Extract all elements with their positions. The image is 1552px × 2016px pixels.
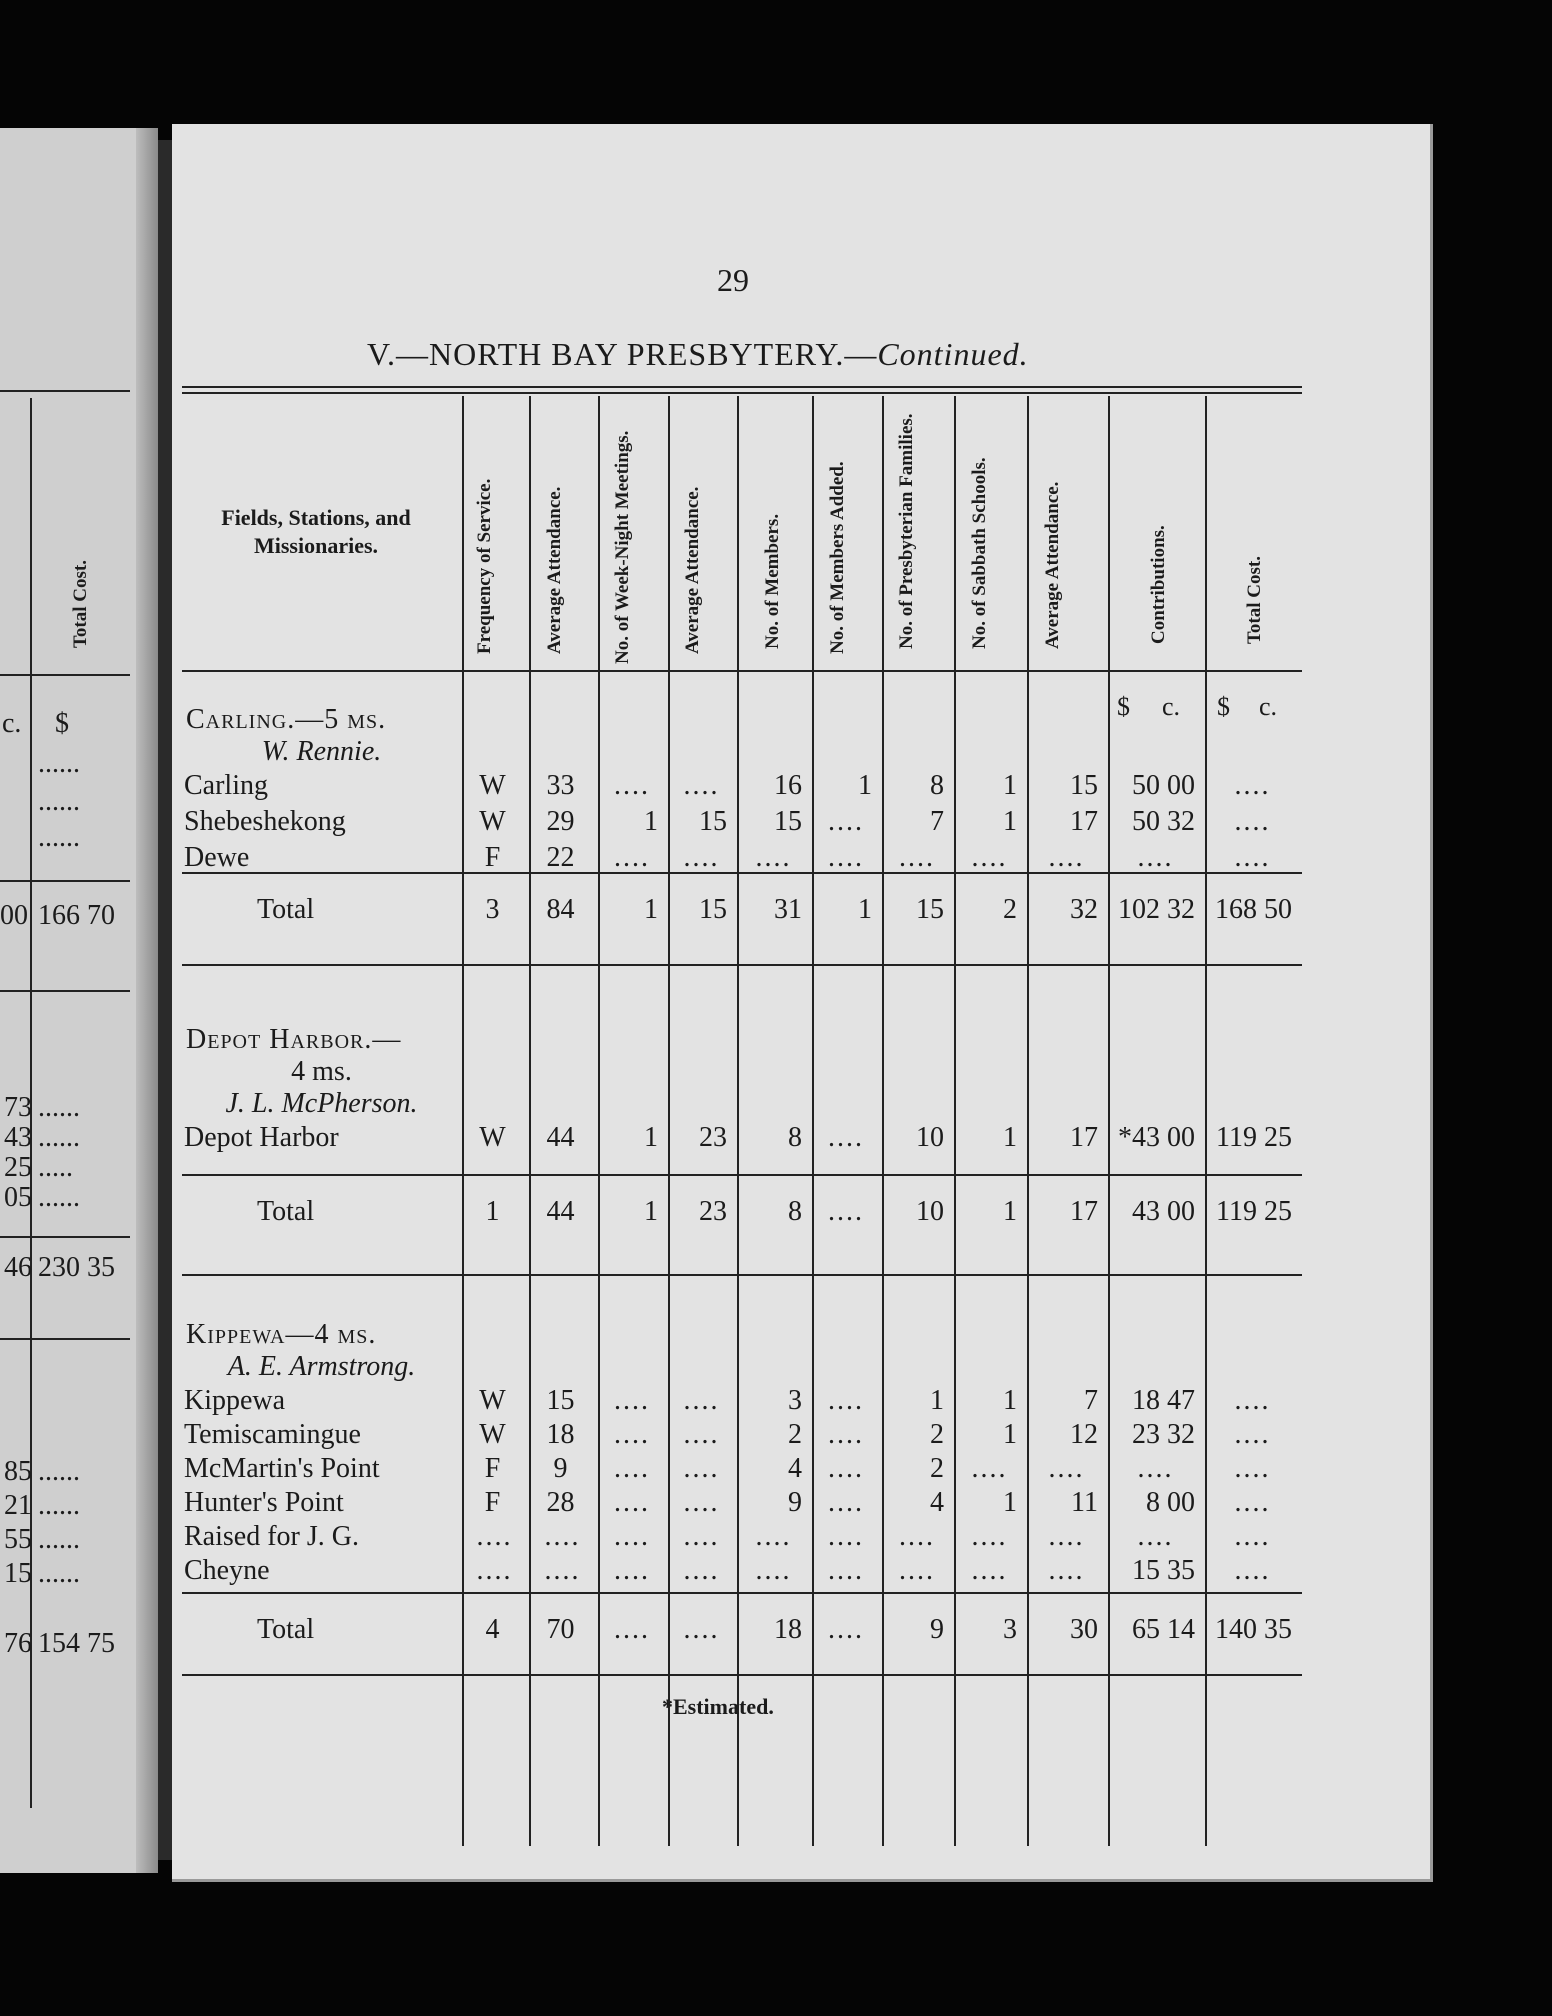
header-total-cost: Total Cost. — [1244, 556, 1265, 644]
header-avg-attendance: Average Attendance. — [544, 486, 565, 654]
total-families: 15 — [916, 894, 944, 925]
total-label: Total — [257, 1196, 315, 1227]
station-wn: 1 — [644, 806, 658, 837]
station-schools: 1 — [1003, 1122, 1017, 1153]
station-families: 10 — [916, 1122, 944, 1153]
rule-top-2 — [182, 392, 1302, 394]
page-number: 29 — [717, 262, 749, 298]
total-families: 9 — [930, 1614, 944, 1645]
station-members: 4 — [788, 1453, 802, 1484]
station-avg: 29 — [546, 806, 575, 837]
station-contrib-leader: .... — [1137, 842, 1174, 873]
total-contrib: 65 14 — [1132, 1614, 1195, 1645]
station-cost-leader: .... — [1234, 1453, 1271, 1484]
station-name: Cheyne — [184, 1555, 270, 1586]
station-ss_avg: 12 — [1070, 1419, 1098, 1450]
total-schools: 1 — [1003, 1196, 1017, 1227]
station-added: 1 — [858, 770, 872, 801]
station-contrib-leader: .... — [1137, 1521, 1174, 1552]
station-contrib: 15 35 — [1132, 1555, 1195, 1586]
station-avg: 18 — [546, 1419, 575, 1450]
total-cost: 168 50 — [1215, 894, 1292, 925]
station-cost-leader: .... — [1234, 1521, 1271, 1552]
station-wn_avg-leader: .... — [683, 842, 720, 873]
total-ss_avg: 17 — [1070, 1196, 1098, 1227]
station-contrib: 50 32 — [1132, 806, 1195, 837]
station-added-leader: .... — [828, 1419, 864, 1450]
station-avg-leader: .... — [544, 1555, 581, 1586]
station-wn_avg-leader: .... — [683, 1487, 720, 1518]
station-cost-leader: .... — [1234, 1419, 1271, 1450]
page-curl-shade — [136, 128, 158, 1873]
station-added-leader: .... — [828, 1385, 864, 1416]
station-wn-leader: .... — [614, 770, 650, 801]
header-fields: Fields, Stations, and Missionaries. — [221, 505, 411, 558]
station-avg: 9 — [553, 1453, 568, 1484]
total-wn: 1 — [644, 1196, 658, 1227]
total-wn_avg: 23 — [699, 1196, 727, 1227]
left-value: 230 35 — [38, 1252, 115, 1283]
title-main: V.—NORTH BAY PRESBYTERY.— — [367, 336, 878, 372]
station-schools: 1 — [1003, 1385, 1017, 1416]
station-avg: 33 — [546, 770, 575, 801]
missionary-name: W. Rennie. — [261, 736, 382, 767]
station-cost-leader: .... — [1234, 1487, 1271, 1518]
station-wn_avg-leader: .... — [683, 1453, 720, 1484]
station-members-leader: .... — [755, 1521, 792, 1552]
station-families-leader: .... — [899, 842, 935, 873]
left-facing-page: Total Cost. c. $ ...... ...... ...... 00 166 70 73 43 25 05 ...... ...... ..... ...... 46 230 35 85 21 55 15 ...... ...... ...... ...... 76 154 75 — [0, 128, 158, 1873]
station-added-leader: .... — [828, 806, 864, 837]
rule-bottom — [182, 1674, 1302, 1676]
station-schools-leader: .... — [971, 1555, 1008, 1586]
station-added-leader: .... — [828, 842, 864, 873]
total-freq: 4 — [485, 1614, 500, 1645]
total-label: Total — [257, 894, 315, 925]
total-added-leader: .... — [828, 1196, 864, 1227]
station-schools-leader: .... — [971, 1453, 1008, 1484]
left-value: 25 — [4, 1152, 32, 1183]
field-name: Carling.—5 ms. — [186, 704, 387, 735]
total-wn: 1 — [644, 894, 658, 925]
station-ss_avg-leader: .... — [1048, 1555, 1085, 1586]
station-cost-leader: .... — [1234, 842, 1271, 873]
station-added-leader: .... — [828, 1487, 864, 1518]
left-rule-top — [0, 390, 130, 392]
station-members-leader: .... — [755, 842, 792, 873]
total-contrib: 43 00 — [1132, 1196, 1195, 1227]
header-frequency: Frequency of Service. — [474, 478, 495, 654]
left-value: 15 — [4, 1558, 32, 1589]
total-wn-leader: .... — [614, 1614, 650, 1645]
station-schools-leader: .... — [971, 842, 1008, 873]
station-ss_avg: 15 — [1070, 770, 1098, 801]
header-members: No. of Members. — [762, 513, 783, 649]
left-value: 05 — [4, 1182, 32, 1213]
total-added-leader: .... — [828, 1614, 864, 1645]
total-cost: 140 35 — [1215, 1614, 1292, 1645]
station-name: Shebeshekong — [184, 806, 346, 837]
station-ss_avg: 7 — [1084, 1385, 1098, 1416]
header-week-night: No. of Week-Night Meetings. — [612, 430, 633, 664]
station-added-leader: .... — [828, 1555, 864, 1586]
station-ss_avg-leader: .... — [1048, 842, 1085, 873]
station-members: 9 — [788, 1487, 802, 1518]
total-wn_avg-leader: .... — [683, 1614, 720, 1645]
left-value: 73 — [4, 1092, 32, 1123]
station-ss_avg: 17 — [1070, 806, 1098, 837]
station-freq: F — [484, 842, 501, 873]
left-value: 154 75 — [38, 1628, 115, 1659]
field-distance: 4 ms. — [291, 1056, 352, 1087]
station-members: 2 — [788, 1419, 802, 1450]
station-ss_avg: 17 — [1070, 1122, 1098, 1153]
title-continued: Continued. — [877, 336, 1029, 372]
total-cost: 119 25 — [1216, 1196, 1292, 1227]
station-name: McMartin's Point — [184, 1453, 380, 1484]
station-added-leader: .... — [828, 1122, 864, 1153]
station-cost-leader: .... — [1234, 1385, 1271, 1416]
left-value: 85 — [4, 1456, 32, 1487]
station-schools: 1 — [1003, 1487, 1017, 1518]
book-gutter — [158, 140, 172, 1860]
total-ss_avg: 32 — [1070, 894, 1098, 925]
station-wn: 1 — [644, 1122, 658, 1153]
station-cost-leader: .... — [1234, 770, 1271, 801]
station-wn_avg-leader: .... — [683, 1385, 720, 1416]
right-page — [172, 124, 1433, 1882]
cost-dollar: $ — [1217, 692, 1230, 721]
header-sabbath-schools: No. of Sabbath Schools. — [969, 457, 990, 649]
station-avg: 15 — [546, 1385, 575, 1416]
total-families: 10 — [916, 1196, 944, 1227]
station-members: 15 — [774, 806, 802, 837]
station-schools: 1 — [1003, 1419, 1017, 1450]
total-members: 31 — [774, 894, 802, 925]
station-members: 3 — [788, 1385, 802, 1416]
total-members: 8 — [788, 1196, 802, 1227]
station-freq: W — [479, 806, 506, 837]
station-families: 2 — [930, 1419, 944, 1450]
station-freq: W — [479, 1385, 506, 1416]
station-freq: W — [479, 1122, 506, 1153]
station-wn-leader: .... — [614, 842, 650, 873]
total-avg: 84 — [546, 894, 575, 925]
station-cost-leader: .... — [1234, 1555, 1271, 1586]
section-rule — [182, 1274, 1302, 1276]
station-wn_avg-leader: .... — [683, 770, 720, 801]
total-added: 1 — [858, 894, 872, 925]
station-wn-leader: .... — [614, 1385, 650, 1416]
left-value: 21 — [4, 1490, 32, 1521]
section-rule — [182, 872, 1302, 874]
station-ss_avg-leader: .... — [1048, 1453, 1085, 1484]
station-families: 8 — [930, 770, 944, 801]
field-name: Kippewa—4 ms. — [186, 1319, 377, 1350]
station-freq: W — [479, 770, 506, 801]
header-avg-attendance-2: Average Attendance. — [682, 486, 703, 654]
station-wn-leader: .... — [614, 1521, 650, 1552]
left-value: 166 70 — [38, 900, 115, 931]
station-wn-leader: .... — [614, 1419, 650, 1450]
total-avg: 70 — [546, 1614, 575, 1645]
station-ss_avg-leader: .... — [1048, 1521, 1085, 1552]
left-value: 76 — [4, 1628, 32, 1659]
total-ss_avg: 30 — [1070, 1614, 1098, 1645]
left-value: 55 — [4, 1524, 32, 1555]
station-freq: W — [479, 1419, 506, 1450]
header-members-added: No. of Members Added. — [827, 461, 848, 654]
station-contrib: 23 32 — [1132, 1419, 1195, 1450]
contrib-cents: c. — [1162, 692, 1181, 721]
station-contrib: *43 00 — [1118, 1122, 1195, 1153]
station-avg-leader: .... — [544, 1521, 581, 1552]
section-rule — [182, 1174, 1302, 1176]
station-avg: 44 — [546, 1122, 575, 1153]
left-total-cost-header: Total Cost. — [70, 560, 91, 648]
station-added-leader: .... — [828, 1453, 864, 1484]
station-wn_avg-leader: .... — [683, 1521, 720, 1552]
station-freq-leader: .... — [476, 1555, 513, 1586]
left-currency-dollar: $ — [55, 708, 69, 739]
station-name: Carling — [184, 770, 268, 801]
station-schools-leader: .... — [971, 1521, 1008, 1552]
station-cost: 119 25 — [1216, 1122, 1292, 1153]
left-currency-c: c. — [2, 708, 22, 739]
station-wn-leader: .... — [614, 1453, 650, 1484]
station-ss_avg: 11 — [1071, 1487, 1098, 1518]
station-wn-leader: .... — [614, 1487, 650, 1518]
cost-cents: c. — [1259, 692, 1278, 721]
station-families: 7 — [930, 806, 944, 837]
total-freq: 3 — [485, 894, 500, 925]
station-families: 2 — [930, 1453, 944, 1484]
station-families: 1 — [930, 1385, 944, 1416]
station-name: Temiscamingue — [184, 1419, 361, 1450]
station-schools: 1 — [1003, 806, 1017, 837]
station-wn_avg: 23 — [699, 1122, 727, 1153]
header-families: No. of Presbyterian Families. — [896, 413, 917, 649]
contrib-dollar: $ — [1117, 692, 1130, 721]
total-schools: 2 — [1003, 894, 1017, 925]
station-wn_avg-leader: .... — [683, 1419, 720, 1450]
missionary-name: J. L. McPherson. — [225, 1088, 418, 1119]
station-added-leader: .... — [828, 1521, 864, 1552]
station-name: Depot Harbor — [184, 1122, 339, 1153]
station-families: 4 — [930, 1487, 944, 1518]
total-schools: 3 — [1003, 1614, 1017, 1645]
station-contrib: 18 47 — [1132, 1385, 1195, 1416]
station-members: 8 — [788, 1122, 802, 1153]
total-wn_avg: 15 — [699, 894, 727, 925]
station-contrib-leader: .... — [1137, 1453, 1174, 1484]
rule-top-1 — [182, 386, 1302, 388]
page-title — [367, 336, 1029, 373]
left-value: 46 — [4, 1252, 32, 1283]
section-rule — [182, 964, 1302, 966]
missionary-name: A. E. Armstrong. — [227, 1351, 416, 1382]
total-label: Total — [257, 1614, 315, 1645]
station-freq: F — [484, 1487, 501, 1518]
station-name: Hunter's Point — [184, 1487, 344, 1518]
left-value: 43 — [4, 1122, 32, 1153]
station-freq-leader: .... — [476, 1521, 513, 1552]
rule-header-bottom — [182, 670, 1302, 672]
station-avg: 28 — [546, 1487, 575, 1518]
total-contrib: 102 32 — [1118, 894, 1195, 925]
station-freq: F — [484, 1453, 501, 1484]
station-contrib: 50 00 — [1132, 770, 1195, 801]
footnote: *Estimated. — [662, 1694, 774, 1719]
total-freq: 1 — [485, 1196, 500, 1227]
station-name: Kippewa — [184, 1385, 286, 1416]
left-rule-header — [0, 674, 130, 676]
left-value: 00 — [0, 900, 28, 931]
station-avg: 22 — [546, 842, 575, 873]
station-wn-leader: .... — [614, 1555, 650, 1586]
station-families-leader: .... — [899, 1555, 935, 1586]
total-avg: 44 — [546, 1196, 575, 1227]
header-contributions: Contributions. — [1148, 525, 1169, 644]
station-wn_avg: 15 — [699, 806, 727, 837]
station-members-leader: .... — [755, 1555, 792, 1586]
total-members: 18 — [774, 1614, 802, 1645]
field-name: Depot Harbor.— — [186, 1024, 402, 1055]
section-rule — [182, 1592, 1302, 1594]
station-name: Dewe — [184, 842, 250, 873]
station-contrib: 8 00 — [1146, 1487, 1195, 1518]
station-schools: 1 — [1003, 770, 1017, 801]
station-name: Raised for J. G. — [184, 1521, 359, 1552]
station-cost-leader: .... — [1234, 806, 1271, 837]
header-avg-attendance-3: Average Attendance. — [1042, 481, 1063, 649]
station-families-leader: .... — [899, 1521, 935, 1552]
station-members: 16 — [774, 770, 802, 801]
station-wn_avg-leader: .... — [683, 1555, 720, 1586]
